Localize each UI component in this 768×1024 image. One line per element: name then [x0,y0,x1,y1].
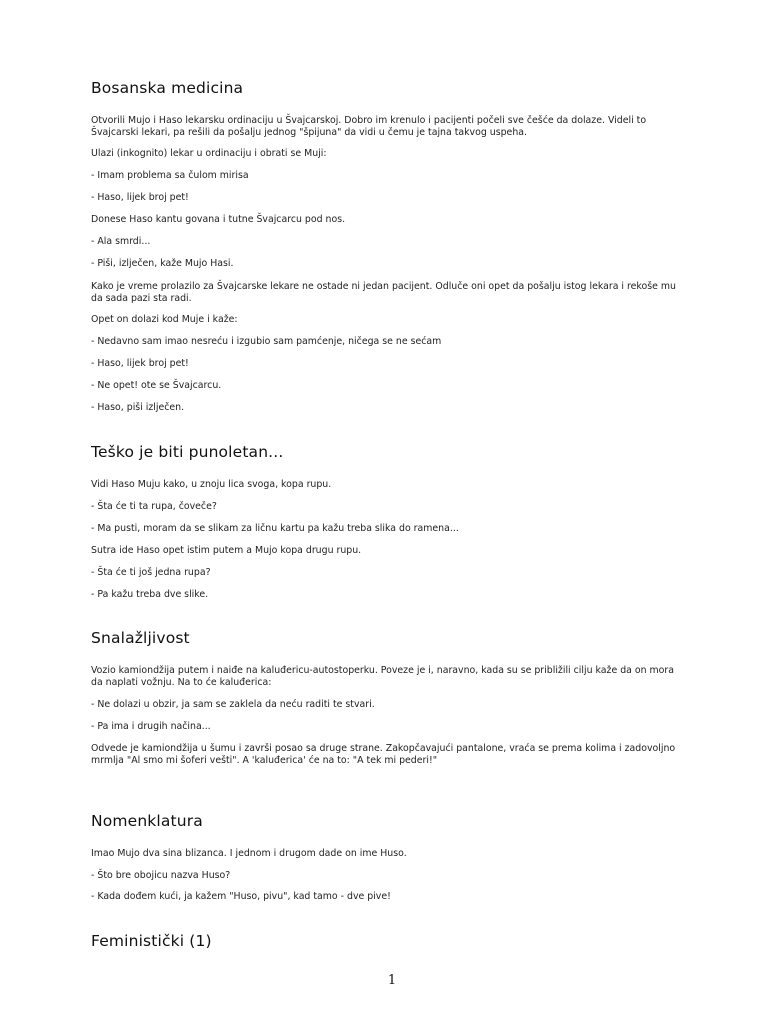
section-title: Feministički (1) [91,932,212,950]
document-page [91,0,691,1024]
paragraph: - Šta će ti ta rupa, čoveče? [91,501,217,512]
paragraph: - Imam problema sa čulom mirisa [91,170,249,181]
paragraph: - Šta će ti još jedna rupa? [91,567,211,578]
paragraph: Odvede je kamiondžija u šumu i završi posao sa druge strane. Zakopčavajući pantalone, vraća se prema kolima i zadovoljno mrmlja "Al smo mi šoferi vešti". A 'kaluđerica' će na to: "A tek mi pederi!" [91,743,676,766]
paragraph: - Pa ima i drugih načina... [91,721,211,732]
paragraph: - Što bre obojicu nazva Huso? [91,870,231,881]
paragraph: Sutra ide Haso opet istim putem a Mujo kopa drugu rupu. [91,545,362,556]
paragraph: - Ne opet! ote se Švajcarcu. [91,380,222,391]
section-title: Nomenklatura [91,812,203,830]
paragraph: - Kada dođem kući, ja kažem "Huso, pivu", kad tamo - dve pive! [91,891,391,902]
paragraph: Opet on dolazi kod Muje i kaže: [91,314,238,325]
paragraph: - Ma pusti, moram da se slikam za ličnu kartu pa kažu treba slika do ramena... [91,523,459,534]
paragraph: - Haso, lijek broj pet! [91,358,189,369]
paragraph: - Haso, piši izlječen. [91,402,185,413]
paragraph: - Haso, lijek broj pet! [91,192,189,203]
paragraph: Vozio kamiondžija putem i naiđe na kaluđericu-autostoperku. Poveze je i, naravno, kada su se približili cilju kaže da on mora da naplati vožnju. Na to će kaluđerica: [91,665,675,688]
paragraph: Otvorili Mujo i Haso lekarsku ordinaciju u Švajcarskoj. Dobro im krenulo i pacijenti počeli sve češće da dolaze. Videli to Švajcarski lekari, pa rešili da pošalju jednog "špijuna" da vidi u čemu je tajna takvog uspeha. [91,115,647,138]
page-number: 1 [387,973,397,988]
paragraph: - Piši, izlječen, kaže Mujo Hasi. [91,258,234,269]
paragraph: Imao Mujo dva sina blizanca. I jednom i drugom dade on ime Huso. [91,848,407,859]
paragraph: - Ala smrdi... [91,236,151,247]
paragraph: - Ne dolazi u obzir, ja sam se zaklela da neću raditi te stvari. [91,699,375,710]
paragraph: Vidi Haso Muju kako, u znoju lica svoga, kopa rupu. [91,479,332,490]
paragraph: Kako je vreme prolazilo za Švajcarske lekare ne ostade ni jedan pacijent. Odluče oni opet da pošalju istog lekara i rekoše mu da sada pazi sta radi. [91,281,676,304]
paragraph: - Pa kažu treba dve slike. [91,589,209,600]
paragraph: - Nedavno sam imao nesreću i izgubio sam pamćenje, ničega se ne sećam [91,336,442,347]
paragraph: Ulazi (inkognito) lekar u ordinaciju i obrati se Muji: [91,148,327,159]
section-title: Bosanska medicina [91,79,244,97]
section-title: Teško je biti punoletan... [91,443,284,461]
section-title: Snalažljivost [91,629,190,647]
paragraph: Donese Haso kantu govana i tutne Švajcarcu pod nos. [91,214,346,225]
